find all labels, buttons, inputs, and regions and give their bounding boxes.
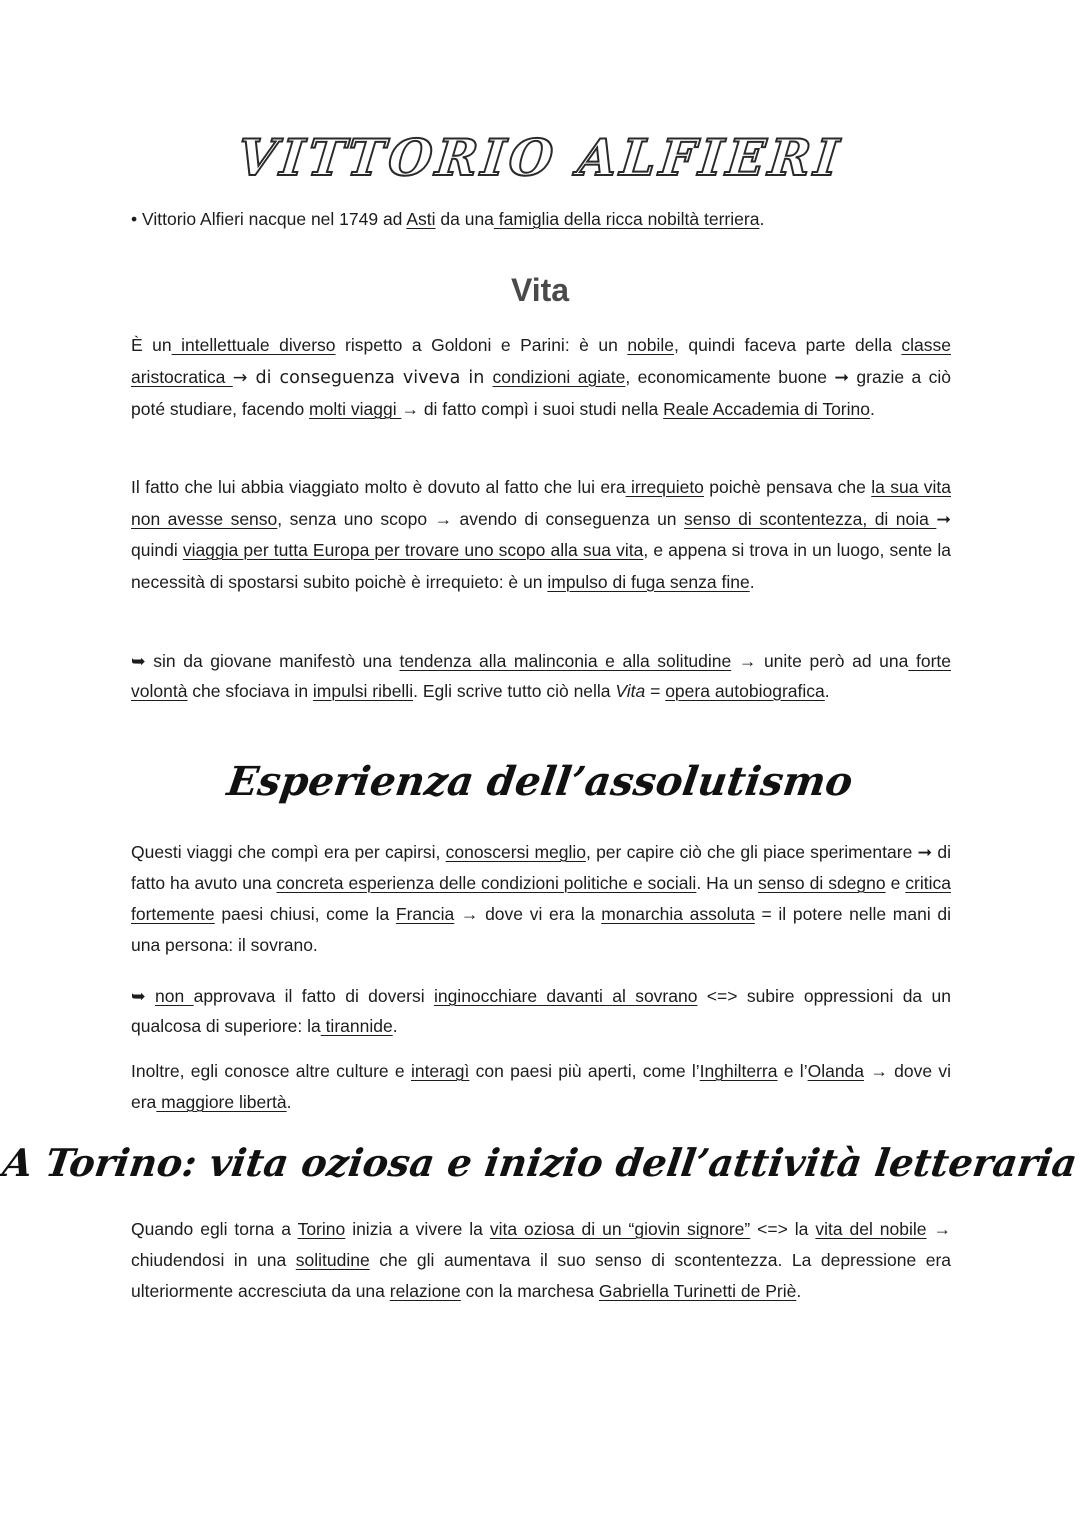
highlight: opera autobiografica (665, 680, 825, 701)
text: che sfociava in (187, 680, 313, 701)
text: Questi viaggi che compì era per capirsi, (131, 842, 446, 862)
highlight: classe aristocratica (131, 335, 952, 387)
esperienza-paragraph-3 (131, 1056, 951, 1118)
text: paesi chiusi, come la (214, 904, 396, 924)
intro-paragraph (131, 205, 951, 233)
page-title: VITTORIO ALFIERI (234, 128, 846, 187)
text: ➥ (131, 986, 156, 1006)
text: È un (131, 335, 172, 355)
highlight: forte volontà (131, 651, 951, 701)
highlight: Gabriella Turinetti de Priè (598, 1281, 797, 1301)
text: Inoltre, egli conosce altre culture e (131, 1061, 411, 1081)
highlight: irrequieto (625, 477, 704, 497)
highlight: tendenza alla malinconia e alla solitudine (399, 651, 732, 671)
text: . (759, 209, 765, 229)
text: ➥ sin da giovane manifestò una (131, 651, 400, 671)
section-heading-torino: A Torino: vita oziosa e inizio dell’attività letteraria (0, 1140, 1080, 1185)
highlight: relazione (389, 1281, 461, 1301)
highlight: inginocchiare davanti al sovrano (433, 986, 698, 1006)
section-heading-vita: Vita (510, 272, 570, 308)
highlight: Francia (395, 904, 455, 924)
text: , quindi faceva parte della (674, 335, 902, 355)
italic-text: Vita (615, 680, 646, 701)
text: . (796, 1281, 802, 1301)
highlight: Torino (297, 1219, 346, 1239)
text: <=> subire oppressioni da un qualcosa di superiore: la (131, 986, 951, 1036)
text: → unite però ad una (731, 651, 909, 671)
highlight: senso di scontentezza, di noia (684, 508, 937, 529)
text: . Ha un (696, 873, 758, 893)
text: che gli aumentava il suo senso di scontentezza. La depressione era ulteriormente accresciuta da una (131, 1250, 951, 1301)
bullet: • (131, 209, 138, 229)
vita-paragraph-1 (131, 330, 951, 426)
text: da una (435, 209, 494, 229)
text: approvava il fatto di doversi (193, 986, 434, 1006)
text: ➞ quindi (131, 508, 952, 560)
text: , economicamente buone (625, 366, 835, 387)
text: rispetto a Goldoni e Parini: è un (335, 335, 628, 355)
text: = (645, 680, 666, 701)
text: ➞ di fatto ha avuto una (131, 842, 952, 893)
highlight: impulso di fuga senza fine (547, 571, 750, 592)
highlight: Inghilterra (699, 1061, 778, 1081)
text: inizia a vivere la (345, 1219, 490, 1239)
highlight: viaggia per tutta Europa per trovare uno scopo alla sua vita (182, 540, 644, 560)
text: Il fatto che lui abbia viaggiato molto è dovuto al fatto che lui era (131, 477, 626, 497)
text: , per capire ciò che gli piace sperimentare (586, 842, 918, 862)
highlight: maggiore libertà (156, 1092, 287, 1112)
highlight: impulsi ribelli (312, 680, 414, 701)
text: , e appena si trova in un luogo, sente la necessità di spostarsi subito poichè è irrequieto: è un (131, 540, 951, 592)
text: . (286, 1092, 292, 1112)
vita-paragraph-2 (131, 472, 951, 598)
text: → di conseguenza viveva in (232, 367, 493, 388)
text: . (392, 1015, 398, 1036)
highlight: molti viaggi (309, 399, 402, 419)
text: con la marchesa (460, 1281, 599, 1301)
text: con paesi più aperti, come l’ (469, 1061, 700, 1081)
highlight: conoscersi meglio (445, 842, 587, 862)
text: e (885, 873, 906, 893)
highlight: tirannide (320, 1015, 393, 1036)
torino-paragraph (131, 1214, 951, 1307)
highlight: non (155, 986, 194, 1006)
highlight: solitudine (295, 1250, 370, 1270)
highlight: vita del nobile (815, 1219, 927, 1239)
highlight: critica fortemente (131, 873, 951, 924)
text: . (749, 571, 755, 592)
highlight: Asti (406, 209, 436, 229)
text: , senza uno scopo → avendo di conseguenza un (277, 508, 685, 529)
text: Quando egli torna a (131, 1219, 298, 1239)
highlight: famiglia della ricca nobiltà terriera (493, 209, 760, 229)
highlight: Reale Accademia di Torino (663, 399, 870, 419)
highlight: concreta esperienza delle condizioni politiche e sociali (276, 873, 697, 893)
text: . (824, 680, 830, 701)
highlight: monarchia assoluta (601, 904, 755, 924)
text: → di fatto compì i suoi studi nella (401, 399, 664, 419)
text: . (870, 399, 875, 419)
text: → dove vi era la (454, 904, 602, 924)
text: <=> la (750, 1219, 816, 1239)
highlight: senso di sdegno (757, 873, 886, 893)
text: ➞ grazie a ciò poté studiare, facendo (131, 366, 951, 419)
highlight: vita oziosa di un “giovin signore” (489, 1219, 751, 1239)
section-heading-esperienza: Esperienza dell’assolutismo (224, 758, 856, 805)
highlight: interagì (410, 1061, 470, 1081)
highlight: intellettuale diverso (171, 335, 336, 355)
text: → dove vi era (131, 1061, 951, 1112)
highlight: la sua vita non avesse senso (131, 477, 952, 529)
vita-paragraph-3 (131, 647, 951, 706)
text: e l’ (777, 1061, 808, 1081)
text: poichè pensava che (703, 477, 872, 497)
highlight: nobile (627, 335, 675, 355)
esperienza-paragraph-2 (131, 982, 951, 1041)
esperienza-paragraph-1 (131, 837, 951, 961)
text: → chiudendosi in una (131, 1219, 951, 1270)
text: . Egli scrive tutto ciò nella (413, 680, 616, 701)
text: = il potere nelle mani di una persona: il sovrano. (131, 904, 951, 955)
text: Vittorio Alfieri nacque nel 1749 ad (137, 209, 407, 229)
highlight: condizioni agiate (492, 366, 626, 387)
highlight: Olanda (807, 1061, 865, 1081)
